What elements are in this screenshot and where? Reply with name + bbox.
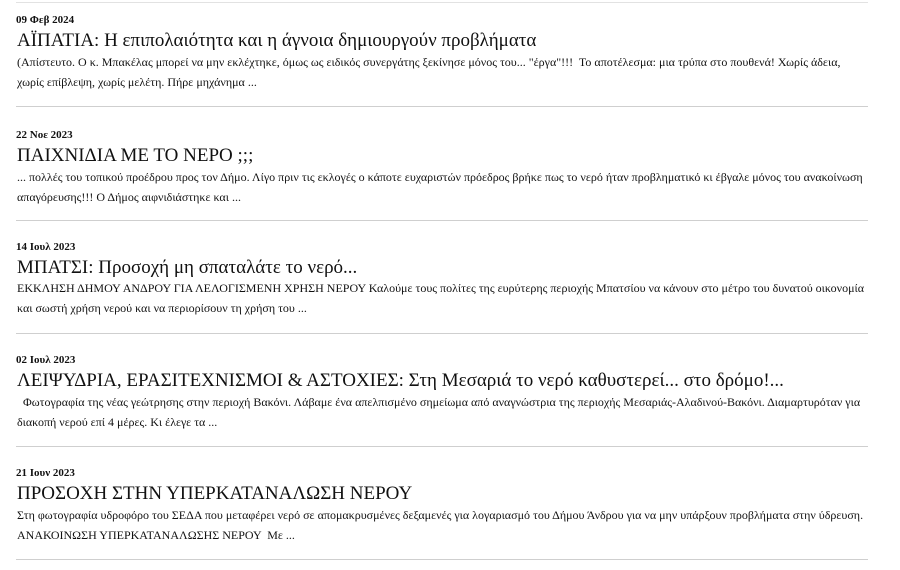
post-date: 21 Ιουν 2023 xyxy=(16,467,75,479)
post-excerpt: ... πολλές του τοπικού προέδρου προς τον Δήμο. Λίγο πριν τις εκλογές ο κάποτε ευχαριστών πρόεδρος βρήκε πως το νερό ήταν προβληματικό κι έβγαλε μόνος του ανακοίνωση απαγόρευσης!!! Ο Δήμος αιφνιδιάστηκε και ... xyxy=(17,170,866,204)
post-divider xyxy=(16,446,868,447)
post-title-link[interactable]: ΠΑΙΧΝΙΔΙΑ ΜΕ ΤΟ ΝΕΡΟ ;;; xyxy=(17,145,254,166)
post-title-link[interactable]: ΜΠΑΤΣΙ: Προσοχή μη σπαταλάτε το νερό... xyxy=(17,257,358,278)
post-excerpt: Στη φωτογραφία υδροφόρο του ΣΕΔΑ που μεταφέρει νερό σε απομακρυσμένες δεξαμενές για λογαριασμό του Δήμου Άνδρου για να μην υπάρξουν προβλήματα στην ύδρευση. ΑΝΑΚΟΙΝΩΣΗ ΥΠΕΡΚΑΤΑΝΑΛΩΣΗΣ ΝΕΡΟΥ Με ... xyxy=(17,508,866,542)
post-date: 02 Ιουλ 2023 xyxy=(16,354,76,366)
post-date: 14 Ιουλ 2023 xyxy=(16,241,76,253)
post-item xyxy=(16,453,868,565)
post-excerpt: Φωτογραφία της νέας γεώτρησης στην περιοχή Βακόνι. Λάβαμε ένα απελπισμένο σημείωμα από αναγνώστρια της περιοχής Μεσαριάς-Αλαδινού-Βακόνι. Διαμαρτυρόταν για διακοπή νερού επί 4 μέρες. Κι έλεγε τα ... xyxy=(17,395,864,429)
post-title-link[interactable]: ΑΪΠΑΤΙΑ: Η επιπολαιότητα και η άγνοια δημιουργούν προβλήματα xyxy=(17,30,537,51)
post-item xyxy=(16,115,868,227)
post-excerpt: ΕΚΚΛΗΣΗ ΔΗΜΟΥ ΑΝΔΡΟΥ ΓΙΑ ΛΕΛΟΓΙΣΜΕΝΗ ΧΡΗΣΗ ΝΕΡΟΥ Καλούμε τους πολίτες της ευρύτερης περιοχής Μπατσίου να κάνουν στο μέτρο του δυνατού οικονομία και σωστή χρήση νερού και να περιορίσουν τη χρήση του ... xyxy=(17,281,868,315)
post-title-link[interactable]: ΠΡΟΣΟΧΗ ΣΤΗΝ ΥΠΕΡΚΑΤΑΝΑΛΩΣΗ ΝΕΡΟΥ xyxy=(17,483,413,504)
post-divider xyxy=(16,220,868,221)
post-item xyxy=(16,0,868,112)
post-excerpt: (Απίστευτο. Ο κ. Μπακέλας μπορεί να μην εκλέχτηκε, όμως ως ειδικός συνεργάτης ξεκίνησε μόνος του... "έργα"!!! Το αποτέλεσμα: μια τρύπα στο πουθενά! Χωρίς άδεια, χωρίς επίβλεψη, χωρίς μελέτη. Πήρε μηχάνημα ... xyxy=(17,55,844,89)
post-date: 09 Φεβ 2024 xyxy=(16,14,75,26)
post-title-link[interactable]: ΛΕΙΨΥΔΡΙΑ, ΕΡΑΣΙΤΕΧΝΙΣΜΟΙ & ΑΣΤΟΧΙΕΣ: Στη Μεσαριά το νερό καθυστερεί... στο δρόμο!... xyxy=(17,370,784,391)
post-divider xyxy=(16,559,868,560)
post-divider xyxy=(16,333,868,334)
post-divider xyxy=(16,106,868,107)
post-date: 22 Νοε 2023 xyxy=(16,129,73,141)
post-item xyxy=(16,227,868,339)
post-item xyxy=(16,340,868,452)
